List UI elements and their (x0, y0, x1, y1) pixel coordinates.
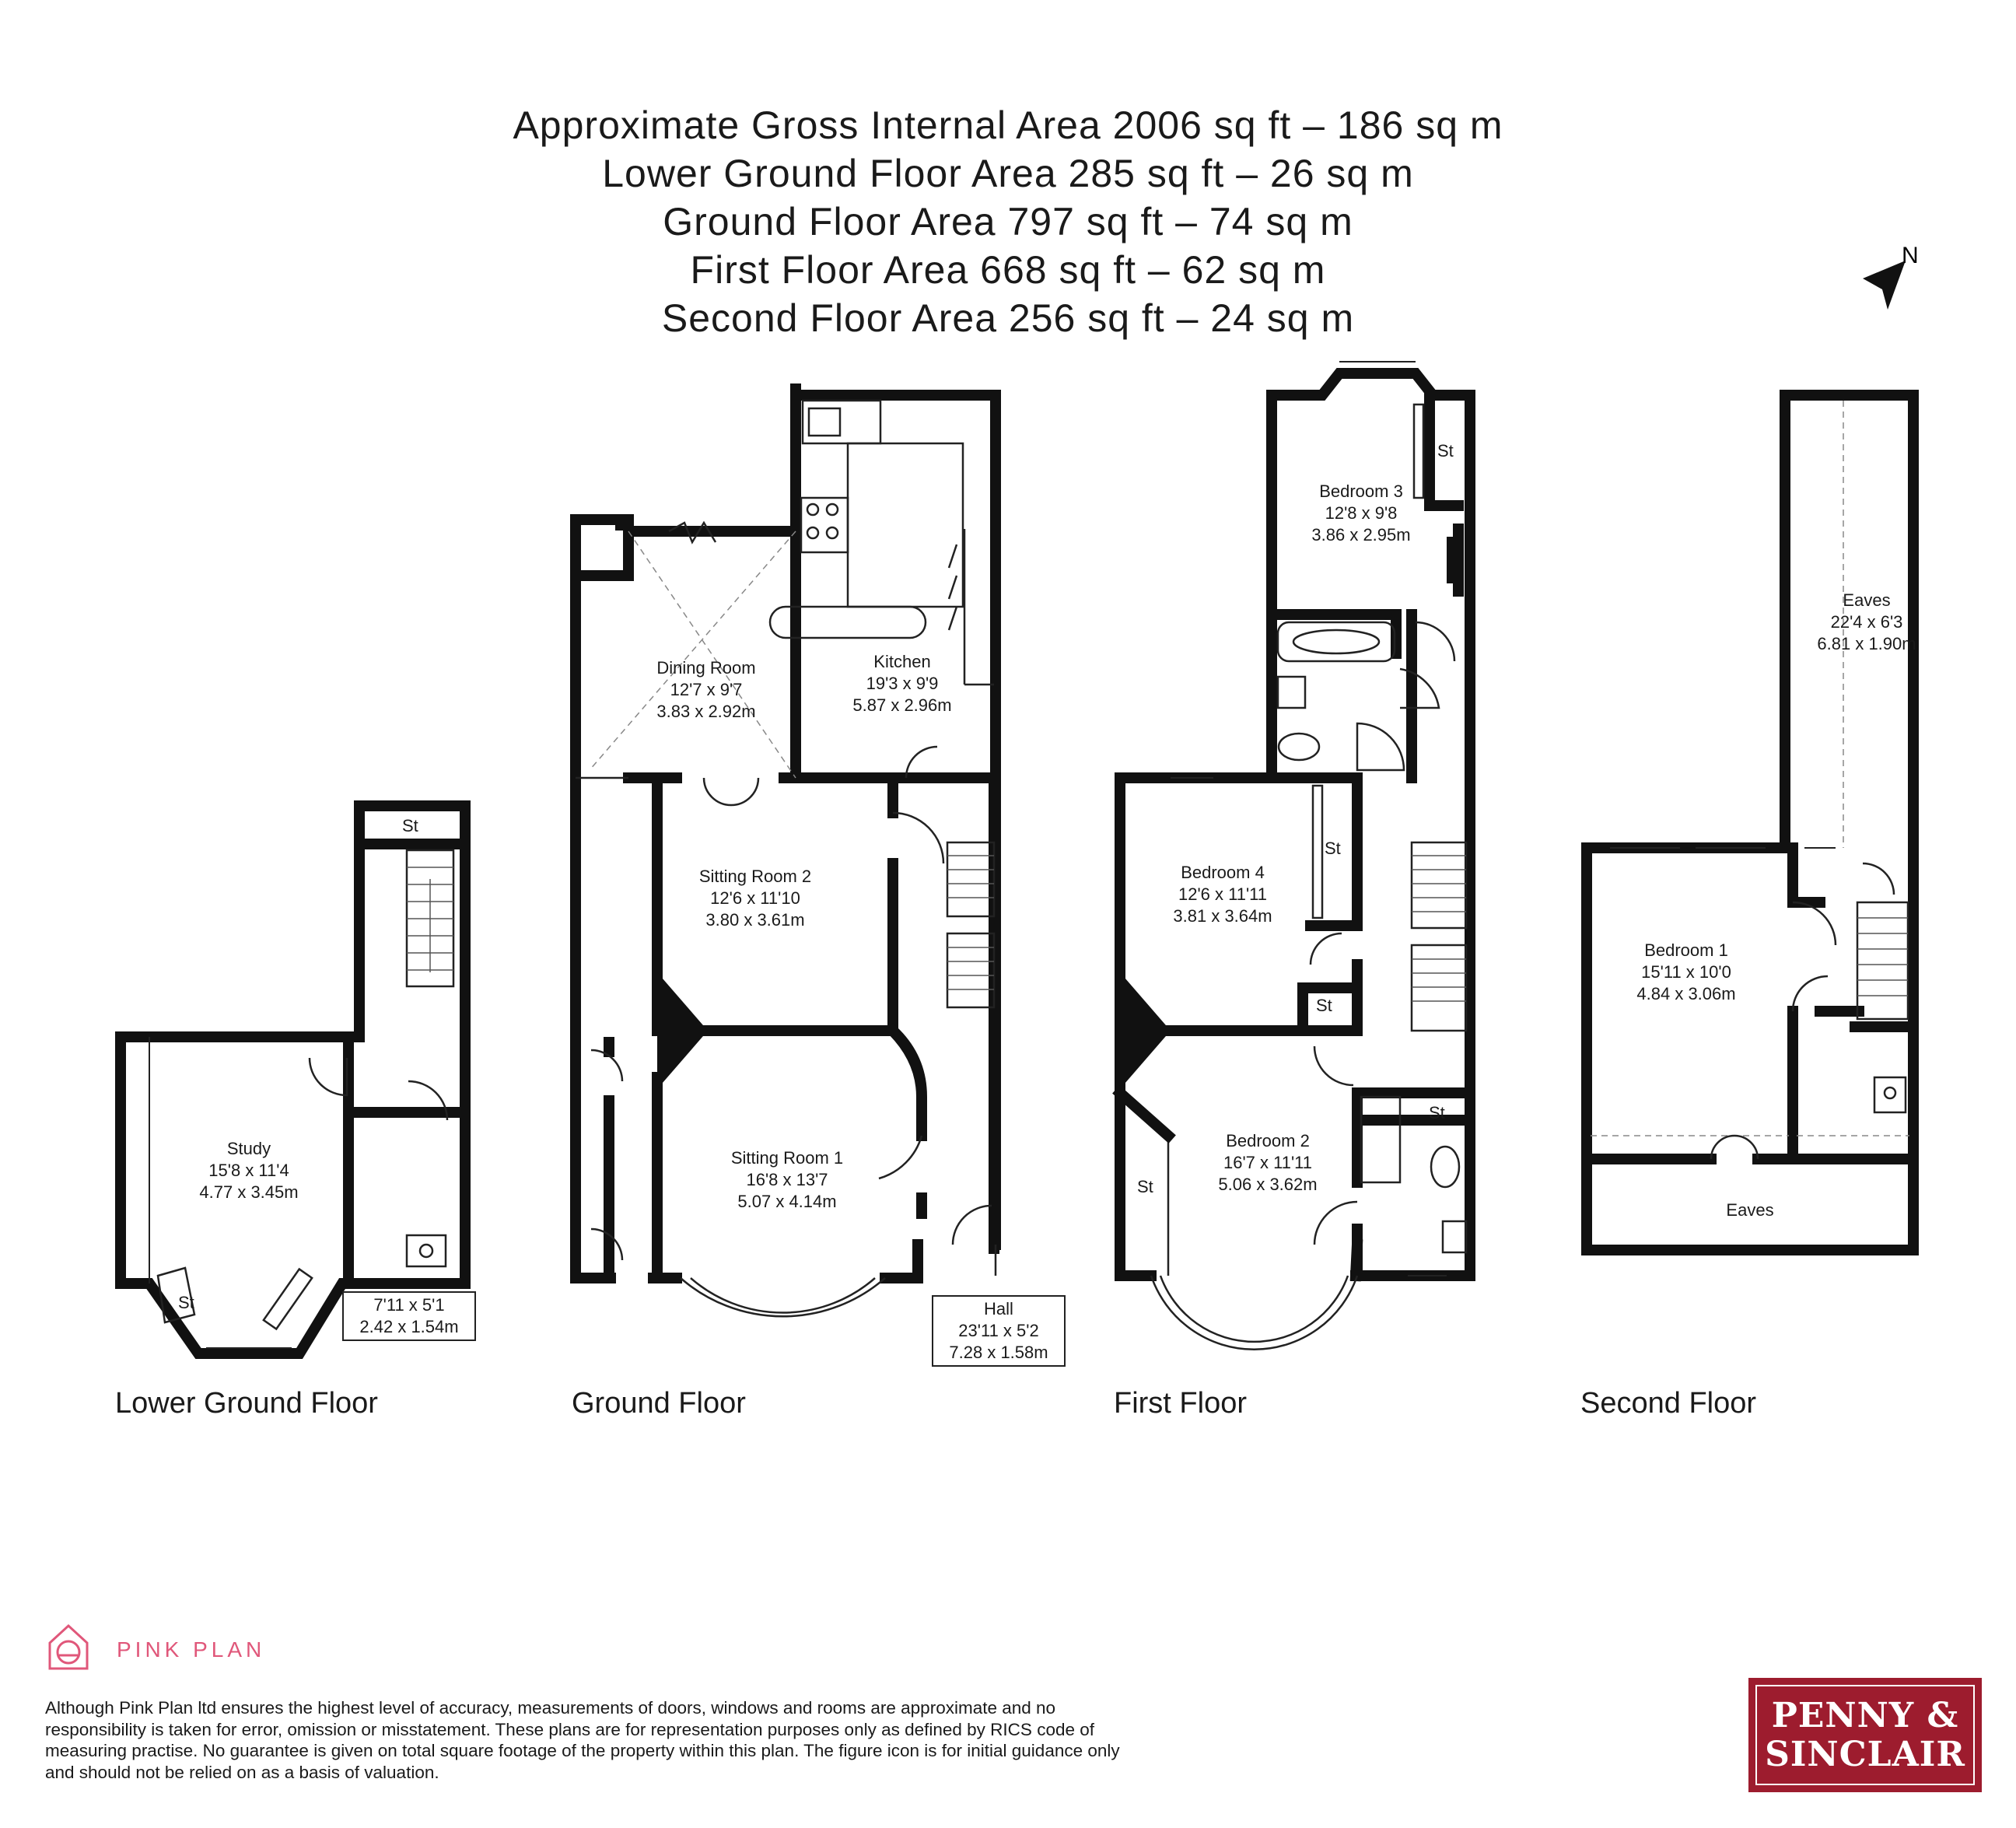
room-imperial: 22'4 x 6'3 (1830, 612, 1903, 632)
room-label-study (171, 1138, 327, 1203)
gross-area-text: Approximate Gross Internal Area 2006 sq ft – 186 sq m (513, 103, 1503, 147)
room-metric: 5.07 x 4.14m (737, 1192, 837, 1211)
room-label-sitting-room-1 (709, 1147, 865, 1213)
room-metric: 3.80 x 3.61m (705, 910, 805, 930)
disclaimer-text: Although Pink Plan ltd ensures the highest level of accuracy, measurements of doors, windows and rooms are approximate and no responsibility is taken for error, omission or misstatement. These plans are for representation purposes only as defined by RICS code of measuring practise. No guarantee is given on total square footage of the property within this plan. The figure icon is for initial guidance only and should not be relied on as a basis of valuation. (45, 1698, 1120, 1782)
room-metric: 4.77 x 3.45m (199, 1182, 299, 1202)
floor-title-first: First Floor (1114, 1387, 1247, 1420)
room-name: Bedroom 1 (1644, 940, 1728, 960)
room-label-dining (628, 657, 784, 723)
room-name: Hall (984, 1299, 1013, 1318)
room-name: Eaves (1726, 1200, 1774, 1220)
room-imperial: 16'8 x 13'7 (746, 1170, 828, 1189)
compass-icon (1863, 243, 1919, 310)
second-floor-plan (1587, 395, 1913, 1250)
floor-title-ground: Ground Floor (572, 1387, 746, 1420)
room-imperial: 16'7 x 11'11 (1223, 1153, 1312, 1172)
agent-logo-frame (1755, 1685, 1975, 1785)
room-label-bedroom-1 (1608, 940, 1764, 1005)
room-imperial: 12'6 x 11'11 (1178, 884, 1267, 904)
room-label-lg-store (342, 1291, 476, 1341)
room-metric: 2.42 x 1.54m (359, 1317, 459, 1336)
room-metric: 6.81 x 1.90m (1817, 634, 1916, 653)
store-label: St (402, 816, 418, 835)
room-imperial: 23'11 x 5'2 (958, 1321, 1039, 1340)
second-area-text: Second Floor Area 256 sq ft – 24 sq m (661, 296, 1355, 340)
room-name: Bedroom 2 (1226, 1131, 1310, 1150)
agent-logo-line2: SINCLAIR (1765, 1734, 1965, 1774)
room-name: Bedroom 3 (1319, 482, 1403, 501)
room-label-eaves-top (1804, 590, 1929, 655)
room-name: Sitting Room 2 (698, 867, 812, 886)
room-metric: 7.28 x 1.58m (949, 1343, 1048, 1362)
first-area-text: First Floor Area 668 sq ft – 62 sq m (690, 248, 1326, 292)
ground-area-text: Ground Floor Area 797 sq ft – 74 sq m (663, 200, 1353, 243)
pink-plan-logo-icon (50, 1626, 87, 1669)
room-label-sitting-room-2 (677, 866, 833, 931)
room-metric: 5.87 x 2.96m (852, 695, 952, 715)
room-name: Study (226, 1139, 271, 1158)
room-label-kitchen (824, 651, 980, 716)
room-imperial: 7'11 x 5'1 (373, 1295, 445, 1315)
store-label: St (1137, 1177, 1153, 1196)
floor-title-lower-ground: Lower Ground Floor (115, 1387, 378, 1420)
agent-logo-line1: PENNY & (1771, 1695, 1959, 1735)
room-name: Kitchen (873, 652, 931, 671)
store-label: St (1429, 1103, 1445, 1122)
compass-label: N (1902, 243, 1919, 268)
room-name: Eaves (1843, 590, 1891, 610)
lower-ground-floor-plan (121, 806, 465, 1353)
store-label: St (1316, 996, 1332, 1015)
room-metric: 5.06 x 3.62m (1218, 1175, 1318, 1194)
room-imperial: 12'6 x 11'10 (710, 888, 800, 908)
room-imperial: 15'11 x 10'0 (1641, 962, 1731, 982)
room-name: Bedroom 4 (1181, 863, 1265, 882)
room-imperial: 12'8 x 9'8 (1325, 503, 1398, 523)
room-label-bedroom-2 (1190, 1130, 1346, 1196)
room-label-eaves-bottom (1672, 1199, 1828, 1221)
store-label: St (1437, 441, 1454, 461)
room-name: Dining Room (656, 658, 756, 678)
room-metric: 3.86 x 2.95m (1311, 525, 1411, 545)
room-name: Sitting Room 1 (730, 1148, 844, 1168)
store-label: St (178, 1293, 194, 1312)
room-label-bedroom-3 (1283, 481, 1439, 546)
room-metric: 3.83 x 2.92m (656, 702, 756, 721)
lower-ground-area-text: Lower Ground Floor Area 285 sq ft – 26 sq m (602, 152, 1414, 195)
room-metric: 3.81 x 3.64m (1173, 906, 1272, 926)
brand-name: PINK PLAN (117, 1637, 266, 1662)
room-imperial: 15'8 x 11'4 (208, 1161, 289, 1180)
room-label-hall (932, 1295, 1066, 1367)
room-label-bedroom-4 (1145, 862, 1300, 927)
floor-title-second: Second Floor (1580, 1387, 1757, 1420)
store-label: St (1325, 839, 1341, 858)
room-imperial: 12'7 x 9'7 (670, 680, 743, 699)
room-imperial: 19'3 x 9'9 (866, 674, 939, 693)
room-metric: 4.84 x 3.06m (1636, 984, 1736, 1003)
agent-logo (1748, 1678, 1982, 1792)
